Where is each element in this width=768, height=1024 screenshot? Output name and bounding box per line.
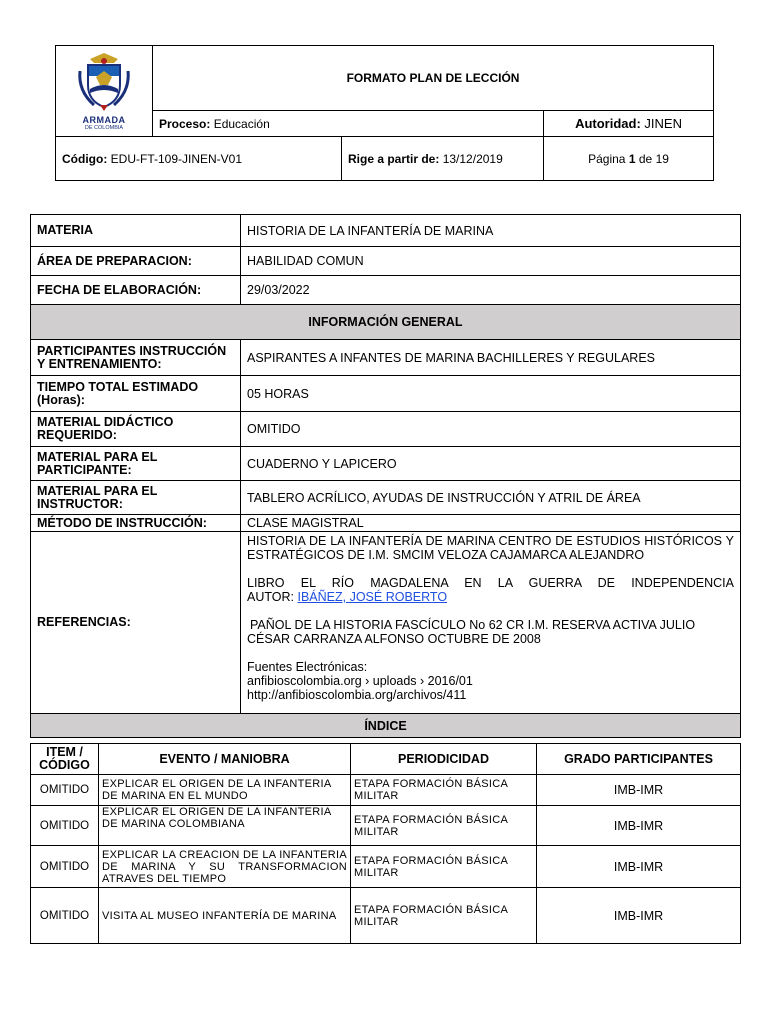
logo-cell [56,46,153,137]
proceso-value: Educación [213,116,270,131]
referencias-value [241,532,741,714]
area-value: HABILIDAD COMUN [241,247,741,276]
ref-3: PAÑOL DE LA HISTORIA FASCÍCULO No 62 CR I.M. RESERVA ACTIVA JULIO CÉSAR CARRANZA ALFONSO OCTUBRE DE 2008 [247,618,696,646]
row-codigo: OMITIDO [31,846,99,888]
row-codigo: OMITIDO [31,888,99,944]
row-codigo: OMITIDO [31,806,99,846]
area-label: ÁREA DE PREPARACION: [31,247,241,276]
index-col-codigo: ITEM / CÓDIGO [31,744,99,775]
pagina-total: 19 [655,151,669,166]
row-grado: IMB-IMR [537,775,741,806]
table-row [31,846,741,888]
material-instructor-value: TABLERO ACRÍLICO, AYUDAS DE INSTRUCCIÓN Y ATRIL DE ÁREA [241,481,741,515]
row-periodicidad: ETAPA FORMACIÓN BÁSICA MILITAR [351,806,537,846]
row-grado: IMB-IMR [537,888,741,944]
rige-value: 13/12/2019 [442,151,503,166]
row-grado: IMB-IMR [537,806,741,846]
participantes-value: ASPIRANTES A INFANTES DE MARINA BACHILLERES Y REGULARES [241,340,741,376]
pagina-cell [544,137,714,181]
codigo-label: Código: [62,151,108,166]
ref-2-line1: LIBRO EL RÍO MAGDALENA EN LA GUERRA DE INDEPENDENCIA [247,576,734,590]
row-evento: EXPLICAR EL ORIGEN DE LA INFANTERIA DE MARINA EN EL MUNDO [99,775,351,806]
pagina-prefix: Página [588,151,626,166]
logo-text: ARMADA [82,114,126,125]
index-col-periodicidad: PERIODICIDAD [351,744,537,775]
tiempo-label: TIEMPO TOTAL ESTIMADO (Horas): [31,376,241,412]
logo-subtext: DE COLOMBIA [84,124,124,131]
referencias-label: REFERENCIAS: [31,532,241,714]
material-didactico-label: MATERIAL DIDÁCTICO REQUERIDO: [31,412,241,447]
ref-2-line2 [247,590,734,604]
row-periodicidad: ETAPA FORMACIÓN BÁSICA MILITAR [351,775,537,806]
row-periodicidad: ETAPA FORMACIÓN BÁSICA MILITAR [351,888,537,944]
rige-label: Rige a partir de: [348,151,440,166]
table-row [31,806,741,846]
codigo-cell [56,137,342,181]
tiempo-value: 05 HORAS [241,376,741,412]
autoridad-cell [544,111,714,137]
material-participante-label: MATERIAL PARA EL PARTICIPANTE: [31,447,241,481]
ref-1: HISTORIA DE LA INFANTERÍA DE MARINA CENTRO DE ESTUDIOS HISTÓRICOS Y ESTRATÉGICOS DE I.M. SMCIM VELOZA CAJAMARCA ALEJANDRO [247,534,734,562]
index-col-evento: EVENTO / MANIOBRA [99,744,351,775]
info-general-header: INFORMACIÓN GENERAL [31,305,741,340]
index-table [30,743,741,944]
materia-label: MATERIA [31,215,241,247]
row-codigo: OMITIDO [31,775,99,806]
ref-2-author-link[interactable]: IBÁÑEZ, JOSÉ ROBERTO [297,590,448,604]
table-row [31,888,741,944]
row-evento: EXPLICAR EL ORIGEN DE LA INFANTERIA DE MARINA COLOMBIANA [99,806,351,846]
metodo-value: CLASE MAGISTRAL [241,515,741,532]
indice-header: ÍNDICE [31,714,741,738]
ref-4-line2: http://anfibioscolombia.org/archivos/411 [247,688,467,702]
material-participante-value: CUADERNO Y LAPICERO [241,447,741,481]
proceso-cell [153,111,544,137]
row-grado: IMB-IMR [537,846,741,888]
fecha-label: FECHA DE ELABORACIÓN: [31,276,241,305]
document-header [55,45,714,181]
table-row [31,775,741,806]
document-title: FORMATO PLAN DE LECCIÓN [153,46,714,111]
pagina-de: de [638,151,653,166]
pagina-num: 1 [628,151,636,166]
row-evento: VISITA AL MUSEO INFANTERÍA DE MARINA [99,888,351,944]
participantes-label: PARTICIPANTES INSTRUCCIÓN Y ENTRENAMIENTO: [31,340,241,376]
ref-4-title: Fuentes Electrónicas: [247,660,368,674]
codigo-value: EDU-FT-109-JINEN-V01 [110,151,243,166]
lesson-table [30,214,741,738]
metodo-label: MÉTODO DE INSTRUCCIÓN: [31,515,241,532]
material-instructor-label: MATERIAL PARA EL INSTRUCTOR: [31,481,241,515]
ref-4-line1: anfibioscolombia.org › uploads › 2016/01 [247,674,473,688]
index-col-grado: GRADO PARTICIPANTES [537,744,741,775]
row-evento: EXPLICAR LA CREACION DE LA INFANTERIA DE MARINA Y SU TRANSFORMACION ATRAVES DEL TIEMPO [99,846,351,888]
row-periodicidad: ETAPA FORMACIÓN BÁSICA MILITAR [351,846,537,888]
ref-2-autor: AUTOR: [247,590,294,604]
autoridad-label: Autoridad: [575,116,641,131]
materia-value: HISTORIA DE LA INFANTERÍA DE MARINA [241,215,741,247]
autoridad-value: JINEN [644,116,682,131]
proceso-label: Proceso: [159,116,211,131]
fecha-value: 29/03/2022 [241,276,741,305]
rige-cell [342,137,544,181]
material-didactico-value: OMITIDO [241,412,741,447]
armada-logo-icon [74,51,134,113]
